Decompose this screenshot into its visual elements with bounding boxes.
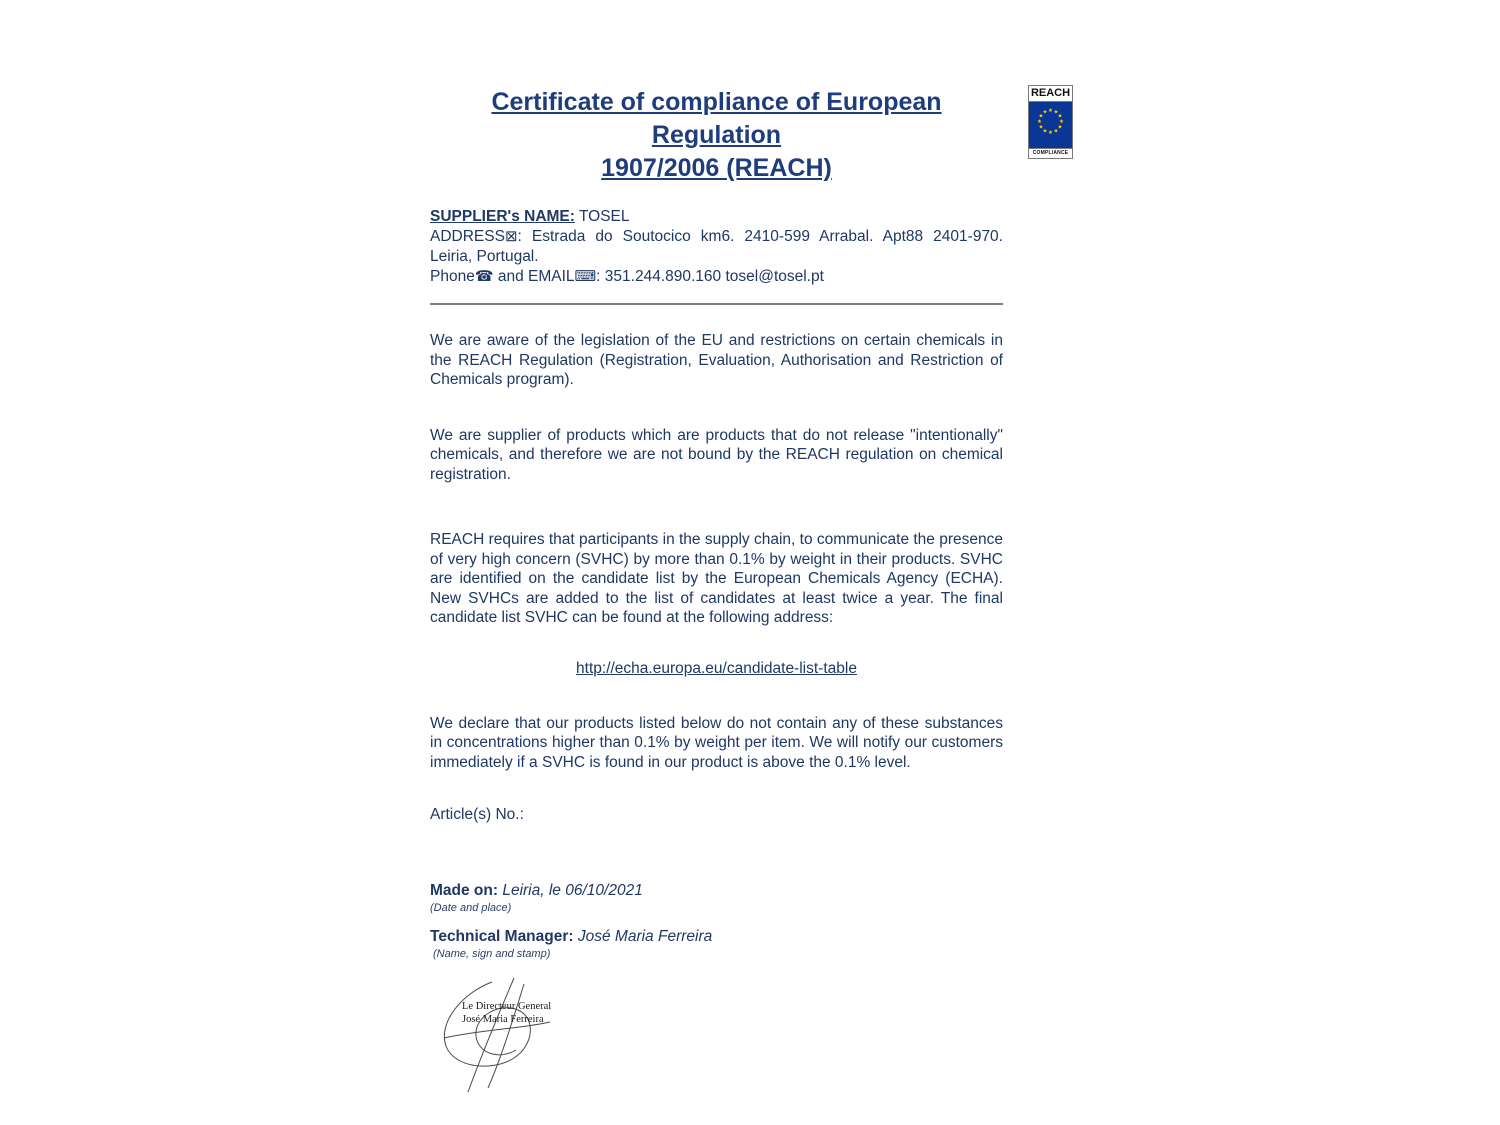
reach-logo-title: REACH [1029, 86, 1072, 102]
horizontal-divider [430, 303, 1003, 305]
address-colon: : [517, 228, 532, 245]
made-on-line [430, 882, 1003, 900]
made-on-date: 06/10/2021 [560, 882, 643, 899]
paragraph-supplier-statement: We are supplier of products which are products that do not release "intentionally" chemicals, and therefore we are not bound by the REACH regulation on chemical registration. [430, 426, 1003, 483]
supplier-name-label: SUPPLIER's NAME: [430, 208, 575, 225]
svg-text:★: ★ [1059, 119, 1064, 125]
svg-text:★: ★ [1053, 128, 1059, 135]
supplier-info [430, 207, 1003, 287]
paragraph-svhc-requirements: REACH requires that participants in the supply chain, to communicate the presence of very high concern (SVHC) by more than 0.1% by weight in their products. SVHC are identified on the candidate list by the European Chemicals Agency (ECHA). New SVHCs are added to the list of candidates at least twice a year. The final candidate list SVHC can be found at the following address: [430, 531, 1003, 626]
document-body [430, 86, 1003, 1096]
computer-icon: ⌨ [574, 268, 597, 285]
stamp-text [462, 1000, 551, 1026]
svg-text:★: ★ [1048, 108, 1053, 114]
title-line-1: Certificate of compliance of European Regulation [491, 88, 942, 149]
svg-text:★: ★ [1038, 124, 1044, 131]
svg-text:★: ★ [1037, 119, 1042, 125]
page-title [430, 86, 1003, 185]
phone-icon: ☎ [474, 268, 494, 285]
technical-manager-name: José Maria Ferreira [573, 928, 713, 945]
svg-text:★: ★ [1057, 113, 1063, 120]
made-on-label: Made on: [430, 882, 499, 899]
candidate-list-link-row [430, 660, 1003, 678]
signature-block [430, 976, 650, 1096]
svg-text:★: ★ [1057, 124, 1063, 131]
svg-text:★: ★ [1042, 128, 1048, 135]
made-on-place: Leiria, le [498, 882, 561, 899]
eu-flag-icon [1029, 102, 1072, 148]
contact-colon: : [596, 268, 605, 285]
article-number-label: Article(s) No.: [430, 806, 524, 823]
stamp-line-2: José Maria Ferreira [462, 1014, 544, 1025]
technical-manager-label: Technical Manager: [430, 928, 574, 945]
signature-scribble [430, 976, 610, 1096]
address-value: Estrada do Soutocico km6. 2410-599 Arrabal. Apt88 2401-970. Leiria, Portugal. [430, 228, 1003, 265]
address-label: ADDRESS [430, 228, 505, 245]
candidate-list-link[interactable]: http://echa.europa.eu/candidate-list-table [576, 659, 857, 677]
reach-logo-compliance-label: COMPLIANCE [1029, 148, 1072, 158]
email-label: and EMAIL [493, 268, 575, 285]
paragraph-reach-awareness: We are aware of the legislation of the EU and restrictions on certain chemicals in the REACH Regulation (Registration, Evaluation, Authorisation and Restriction of Chemicals program). [430, 332, 1003, 388]
svg-text:★: ★ [1048, 130, 1053, 136]
svg-text:★: ★ [1038, 113, 1044, 120]
svg-text:★: ★ [1042, 109, 1048, 116]
contact-value: 351.244.890.160 tosel@tosel.pt [604, 268, 824, 285]
svg-text:★: ★ [1053, 109, 1059, 116]
technical-manager-line [430, 928, 1003, 946]
stamp-line-1: Le Directeur General [462, 1001, 552, 1012]
supplier-name-value: TOSEL [574, 208, 630, 225]
title-line-2: 1907/2006 (REACH) [601, 154, 832, 182]
paragraph-declaration: We declare that our products listed below do not contain any of these substances in concentrations higher than 0.1% by weight per item. We will notify our customers immediately if a SVHC is found in our product is above the 0.1% level. [430, 714, 1003, 771]
reach-compliance-logo [1028, 85, 1073, 159]
name-sign-stamp-hint: (Name, sign and stamp) [433, 948, 551, 960]
phone-label: Phone [430, 268, 475, 285]
date-place-hint: (Date and place) [430, 902, 512, 914]
envelope-icon: ⊠ [504, 228, 518, 245]
